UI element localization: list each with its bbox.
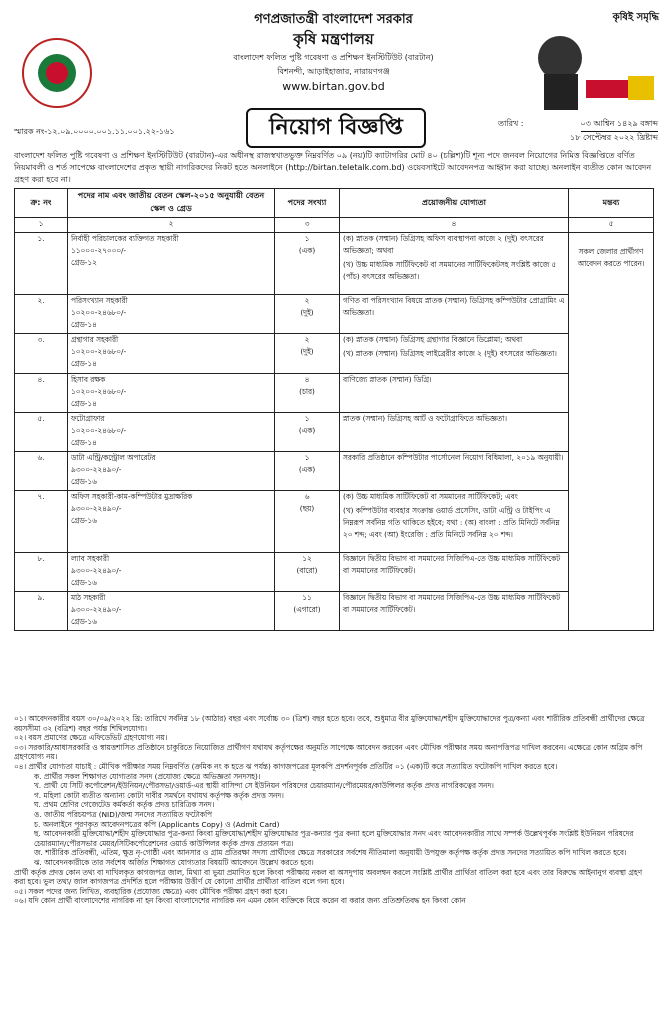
- sub-note-key: ঘ.: [34, 800, 41, 810]
- closing-item: ০৫। সকল পদের জন্য লিখিত, ব্যবহারিক (প্রযোজ্য ক্ষেত্রে) এবং মৌখিক পরীক্ষা গ্রহণ করা হবে।: [14, 886, 288, 896]
- sub-note-key: গ.: [34, 790, 42, 800]
- sub-note-text: প্রার্থী যে সিটি কর্পোরেশন/ইউনিয়ন/পৌরসভা/ওয়ার্ড-এর স্থায়ী বাসিন্দা সে ইউনিয়ন পরিষদের চেয়ারম্যান/পৌরমেয়র/কাউন্সিলর কর্তৃক প্রদত্ত নাগরিকত্বের সনদ।: [43, 781, 494, 791]
- pay-grade: গ্রেড-১৬: [71, 477, 97, 486]
- post-cell: [68, 413, 275, 452]
- post-name: হিসাব রক্ষক: [71, 375, 106, 384]
- table-row: [15, 295, 654, 334]
- pay-scale: ৯৩০০-২২৪৯০/-: [71, 504, 122, 513]
- qualification-a: গণিত বা পরিসংখ্যান বিষয়ে স্নাতক (সম্মান) ডিগ্রিসহ কম্পিউটার প্রোগ্রামিং এ অভিজ্ঞতা।: [343, 296, 565, 317]
- post-count-word: (এক): [298, 426, 316, 435]
- post-count-word: (এগারো): [293, 605, 321, 614]
- sub-note-key: চ.: [34, 819, 41, 829]
- memo-number: স্মারক নং-১২.০৯.০০০০.০০১.১১.০০১.২২-১৬১: [14, 127, 175, 136]
- table-row: [15, 334, 654, 374]
- sub-note-key: ঙ.: [34, 809, 42, 819]
- qualification-b: (খ) কম্পিউটার ব্যবহার সংক্রান্ত ওয়ার্ড প্রসেসিং, ডাটা এন্ট্রি ও টাইপিং এ নিম্নরূপ সর্বনিম্ন গতি থাকিতে হইবে; যথা : (অ) বাংলা : প্রতি মিনিটে সর্বনিম্ন ২০ শব্দ; এবং (আ) ইংরেজি : প্রতি মিনিটে সর্বনিম্ন ২০ শব্দ।: [343, 506, 560, 539]
- qualification-a: (ক) স্নাতক (সম্মান) ডিগ্রিসহ অফিস ব্যবস্থাপনা কাজে ২ (দুই) বৎসরের অভিজ্ঞতা; অথবা: [343, 234, 544, 255]
- sub-note-item: [14, 848, 654, 858]
- sub-note-key: জ.: [34, 848, 43, 858]
- post-count: ১: [304, 453, 310, 462]
- index-cell: ২: [68, 218, 275, 233]
- qualification-cell: [340, 334, 569, 374]
- count-cell: [275, 553, 340, 592]
- serial-cell: ৬.: [15, 452, 68, 491]
- post-count-word: (এক): [298, 465, 316, 474]
- serial-cell: ৮.: [15, 553, 68, 592]
- table-index-row: [15, 218, 654, 233]
- website-link[interactable]: www.birtan.gov.bd: [282, 80, 385, 93]
- pay-grade: গ্রেড-১৪: [71, 359, 97, 368]
- qualification-a: স্নাতক (সম্মান) ডিগ্রিসহ আর্ট ও ফটোগ্রাফিতে অভিজ্ঞতা।: [343, 414, 507, 423]
- sub-note-text: আবেদনকারী মুক্তিযোদ্ধা/শহীদ মুক্তিযোদ্ধার পুত্র-কন্যা কিংবা মুক্তিযোদ্ধা/শহীদ মুক্তিযোদ্ধার পুত্র-কন্যার পুত্র কন্যা হলে মুক্তিযোদ্ধার সনদ এবং আবেদনকারীর সাথে সম্পর্ক উল্লেখপূর্বক সংশ্লিষ্ট ইউনিয়ন পরিষদের চেয়ারম্যান/পৌরসভার মেয়র/সিটিকর্পোরেশনের ওয়ার্ড কাউন্সিলর কর্তৃক প্রদত্ত প্রত্যয়ন পত্র।: [34, 829, 634, 848]
- post-name: মাঠ সহকারী: [71, 593, 106, 602]
- index-cell: ১: [15, 218, 68, 233]
- pay-scale: ১০২০০-২৪৬৮০/-: [71, 308, 127, 317]
- post-cell: [68, 491, 275, 553]
- sub-note-text: প্রার্থীর সকল শিক্ষাগত যোগ্যতার সনদ (প্রযোজ্য ক্ষেত্রে অভিজ্ঞতা সনদসহ)।: [43, 771, 261, 781]
- qualification-cell: [340, 553, 569, 592]
- sub-note-text: অনলাইনে পূরণকৃত আবেদনপত্রের কপি (Applicants Copy) ও (Admit Card): [42, 819, 280, 829]
- qualification-cell: [340, 413, 569, 452]
- govt-name: গণপ্রজাতন্ত্রী বাংলাদেশ সরকার: [254, 12, 413, 27]
- closing-item: ০৬। যদি কোন প্রার্থী বাংলাদেশের নাগরিক না হন কিংবা বাংলাদেশের নাগরিক নন এমন কোন ব্যক্তিকে বিয়ে করেন বা করার জন্য প্রতিশ্রুতিবদ্ধ হন কিংবা কোন: [14, 896, 466, 906]
- qualification-a: সরকারি প্রতিষ্ঠানে কম্পিউটার পার্সোনেল নিয়োগ বিধিমালা, ২০১৯ অনুযায়ী।: [343, 453, 564, 462]
- note-item: ০২। বয়স প্রমাণের ক্ষেত্রে এফিডেভিট গ্রহণযোগ্য নয়।: [14, 733, 168, 743]
- post-name: ডাটা এন্ট্রি/কন্ট্রোল অপারেটর: [71, 453, 156, 462]
- sub-note-item: [14, 791, 654, 801]
- pay-grade: গ্রেড-১৪: [71, 399, 97, 408]
- pay-grade: গ্রেড-১৪: [71, 320, 97, 329]
- sub-note-item: [14, 820, 654, 830]
- post-cell: [68, 374, 275, 413]
- sub-note-key: ছ.: [34, 829, 41, 839]
- table-row: [15, 374, 654, 413]
- sub-note-item: [14, 800, 654, 810]
- pay-scale: ১০২০০-২৪৬৮০/-: [71, 387, 127, 396]
- post-cell: [68, 295, 275, 334]
- remark-cell: সকল জেলার প্রার্থীগণ আবেদন করতে পারেন।: [569, 233, 654, 631]
- table-header-row: [15, 189, 654, 218]
- post-count: ১১: [302, 593, 312, 602]
- count-cell: [275, 233, 340, 295]
- col-count: পদের সংখ্যা: [275, 189, 340, 218]
- post-name: নির্বাহী পরিচালকের ব্যক্তিগত সহকারী: [71, 234, 179, 243]
- date-english: ১৮ সেপ্টেম্বর ২০২২ খ্রিষ্টাব্দ: [570, 133, 658, 142]
- sub-note-text: প্রথম শ্রেণির গেজেটেড কর্মকর্তা কর্তৃক প্রদত্ত চারিত্রিক সনদ।: [43, 800, 215, 810]
- terms-section: [14, 714, 654, 906]
- mujib-100-emblem-icon: [530, 28, 658, 114]
- table-row: [15, 452, 654, 491]
- pay-scale: ৯৩০০-২২৪৯০/-: [71, 465, 122, 474]
- post-count-word: (চার): [299, 387, 315, 396]
- pay-grade: গ্রেড-১৬: [71, 516, 97, 525]
- post-count: ১২: [302, 554, 312, 563]
- post-count-word: (দুই): [300, 308, 314, 317]
- sub-note-text: শারীরিক প্রতিবন্ধী, এতিম, ক্ষুদ্র নৃ-গোষ্ঠী এবং আনসার ও গ্রাম প্রতিরক্ষা সদস্য প্রার্থীদের ক্ষেত্রে সরকারের সর্বশেষ নীতিমালা অনুযায়ী উপযুক্ত কর্তৃপক্ষ কর্তৃক প্রদত্ত সনদের সত্যায়িত কপি দাখিল করতে হবে।: [45, 848, 627, 858]
- index-cell: ৪: [340, 218, 569, 233]
- col-remark: মন্তব্য: [569, 189, 654, 218]
- sub-note-text: জাতীয় পরিচয়পত্র (NID)/জন্ম সনদের সত্যায়িত ফটোকপি: [44, 809, 212, 819]
- serial-cell: ২.: [15, 295, 68, 334]
- closing-item: প্রার্থী কর্তৃক প্রদত্ত কোন তথ্য বা দাখিলকৃত কাগজপত্র জাল, মিথ্যা বা ভুয়া প্রমাণিত হলে কিংবা পরীক্ষায় নকল বা অসদুপায় অবলম্বন করলে সংশ্লিষ্ট প্রার্থীর প্রার্থিতা বাতিল করা হবে এবং তার বিরুদ্ধে আইনানুগ ব্যবস্থা গ্রহণ করা হবে। ভুল তথ্য/ জাল কাগজপত্র প্রদর্শিত হলে পরীক্ষায় উত্তীর্ণ যে কোনো প্রার্থীর প্রার্থীতা বাতিল বলে গন্য হবে।: [14, 867, 643, 887]
- post-count-word: (বারো): [296, 566, 318, 575]
- sub-note-text: আবেদনকারীকে তার সর্বশেষ অর্জিত শিক্ষাগত যোগ্যতার বিষয়টি আবেদনে উল্লেখ করতে হবে।: [44, 857, 314, 867]
- serial-cell: ৩.: [15, 334, 68, 374]
- count-cell: [275, 592, 340, 631]
- qualification-a: বাণিজ্যে স্নাতক (সম্মান) ডিগ্রি।: [343, 375, 432, 384]
- pay-scale: ১০২০০-২৪৬৮০/-: [71, 347, 127, 356]
- index-cell: ৩: [275, 218, 340, 233]
- table-row: [15, 413, 654, 452]
- sub-note-item: [14, 829, 654, 848]
- table-row: [15, 491, 654, 553]
- qualification-a: (ক) উচ্চ মাধ্যমিক সার্টিফিকেট বা সমমানের সার্টিফিকেট; এবং: [343, 492, 518, 501]
- government-seal-icon: [22, 38, 92, 108]
- pay-grade: গ্রেড-১৬: [71, 578, 97, 587]
- post-cell: [68, 334, 275, 374]
- count-cell: [275, 491, 340, 553]
- qualification-cell: [340, 295, 569, 334]
- post-count: ২: [304, 296, 310, 305]
- qualification-cell: [340, 452, 569, 491]
- post-cell: [68, 233, 275, 295]
- sub-note-item: [14, 781, 654, 791]
- col-post: পদের নাম এবং জাতীয় বেতন স্কেল-২০১৫ অনুযায়ী বেতন স্কেল ও গ্রেড: [68, 189, 275, 218]
- post-count: ৪: [304, 375, 310, 384]
- sub-note-item: [14, 810, 654, 820]
- pay-grade: গ্রেড-১২: [71, 258, 97, 267]
- table-row: [15, 233, 654, 295]
- sub-note-item: [14, 858, 654, 868]
- date-block: [498, 118, 658, 145]
- table-row: [15, 553, 654, 592]
- post-count: ২: [304, 335, 310, 344]
- sub-note-key: খ.: [34, 781, 42, 791]
- post-count: ১: [304, 234, 310, 243]
- pay-grade: গ্রেড-১৪: [71, 438, 97, 447]
- pay-scale: ১০২০০-২৪৬৮০/-: [71, 426, 127, 435]
- qualification-a: (ক) স্নাতক (সম্মান) ডিগ্রিসহ গ্রন্থাগার বিজ্ঞানে ডিপ্লোমা; অথবা: [343, 335, 523, 344]
- note-item: ০১। আবেদনকারীর বয়স ৩০/০৯/২০২২ খ্রি: তারিখে সর্বনিম্ন ১৮ (আঠার) বছর এবং সর্বোচ্চ ৩০ (ত্রিশ) বছর হতে হবে। তবে, শুধুমাত্র বীর মুক্তিযোদ্ধা/শহীদ মুক্তিযোদ্ধাদের পুত্র/কন্যা এবং শারীরিক প্রতিবন্ধী প্রার্থীদের ক্ষেত্রে বয়সসীমা ৩২ (বত্রিশ) বছর পর্যন্ত শিথিলযোগ্য।: [14, 714, 645, 733]
- post-cell: [68, 452, 275, 491]
- post-count: ১: [304, 414, 310, 423]
- institute-name: বাংলাদেশ ফলিত পুষ্টি গবেষণা ও প্রশিক্ষণ ইনস্টিটিউট (বারটান): [233, 53, 434, 62]
- count-cell: [275, 374, 340, 413]
- date-bangla: ০৩ আশ্বিন ১৪২৯ বঙ্গাব্দ: [581, 118, 658, 132]
- note-item: ০৩। সরকারি/আধাসরকারি ও স্বায়ত্তশাসিত প্রতিষ্ঠানে চাকুরিতে নিয়োজিত প্রার্থীগণ যথাযথ কর্তৃপক্ষের অনুমতি সাপেক্ষে আবেদন করবেন এবং মৌখিক পরীক্ষার সময় অনাপত্তিপত্র দাখিল করবেন। এক্ষেত্রে কোন অগ্রিম কপি গ্রহণযোগ্য নয়।: [14, 742, 643, 762]
- pay-scale: ১১০০০-২৭০০০/-: [71, 246, 127, 255]
- ministry-name: কৃষি মন্ত্রণালয়: [293, 30, 374, 48]
- post-name: ফটোগ্রাফার: [71, 414, 105, 423]
- count-cell: [275, 452, 340, 491]
- sub-note-item: [14, 772, 654, 782]
- post-name: অফিস সহকারী-কাম-কম্পিউটার মুদ্রাক্ষরিক: [71, 492, 193, 501]
- index-cell: ৫: [569, 218, 654, 233]
- sub-note-text: মহিলা কোটা ব্যতীত অন্যান্য কোটা দাবীর সমর্থনে যথাযথ কর্তৃপক্ষ কর্তৃক প্রদত্ত সনদ।: [43, 790, 284, 800]
- institute-address: বিশনন্দী, আড়াইহাজার, নারায়ণগঞ্জ: [277, 67, 390, 76]
- post-count: ৬: [304, 492, 310, 501]
- sub-note-key: ক.: [34, 771, 42, 781]
- qualification-cell: [340, 491, 569, 553]
- note-item: ০৪। প্রার্থীর যোগ্যতা যাচাই : মৌখিক পরীক্ষার সময় নিম্নবর্ণিত (ক্রমিক নং ক হতে ঝ পর্যন্ত) কাগজপত্রের মূলকপি প্রদর্শনপূর্বক প্রতিটির ০১ (এক)টি করে সত্যায়িত ফটোকপি দাখিল করতে হবে।: [14, 761, 558, 771]
- qualification-b: (খ) স্নাতক (সম্মান) ডিগ্রিসহ লাইব্রেরীর কাজে ২ (দুই) বৎসরের অভিজ্ঞতা।: [343, 349, 557, 358]
- slogan: কৃষিই সমৃদ্ধি: [612, 12, 659, 23]
- post-name: ল্যাব সহকারী: [71, 554, 110, 563]
- sub-note-key: ঝ.: [34, 857, 42, 867]
- serial-cell: ৭.: [15, 491, 68, 553]
- serial-cell: ৫.: [15, 413, 68, 452]
- post-cell: [68, 553, 275, 592]
- post-count-word: (ছয়): [299, 504, 315, 513]
- table-row: [15, 592, 654, 631]
- pay-grade: গ্রেড-১৬: [71, 617, 97, 626]
- qualification-a: বিজ্ঞানে দ্বিতীয় বিভাগ বা সমমানের সিজিপিএ-তে উচ্চ মাধ্যমিক সার্টিফিকেট বা সমমানের সার্টিফিকেট।: [343, 593, 561, 614]
- col-qualification: প্রয়োজনীয় যোগ্যতা: [340, 189, 569, 218]
- qualification-a: বিজ্ঞানে দ্বিতীয় বিভাগ বা সমমানের সিজিপিএ-তে উচ্চ মাধ্যমিক সার্টিফিকেট বা সমমানের সার্টিফিকেট।: [343, 554, 561, 575]
- count-cell: [275, 413, 340, 452]
- qualification-cell: [340, 592, 569, 631]
- post-cell: [68, 592, 275, 631]
- serial-cell: ৪.: [15, 374, 68, 413]
- intro-paragraph: বাংলাদেশ ফলিত পুষ্টি গবেষণা ও প্রশিক্ষণ ইনস্টিটিউট (বারটান)-এর অধীনস্থ রাজস্বখাতভুক্ত নিম্নবর্ণিত ০৯ (নয়)টি ক্যাটাগরির মোট ৪০ (চল্লিশ)টি শূন্য পদে জনবল নিয়োগের নিমিত্ত বিজ্ঞপ্তিতে বর্ণিত নিয়মাবলী ও শর্ত সাপেক্ষে বাংলাদেশের প্রকৃত স্থায়ী নাগরিকদের নিকট হতে অনলাইনে (http://birtan.teletalk.com.bd) ওয়েবসাইটে আবেদনপত্র আহ্বান করা যাচ্ছে। অনলাইন ব্যতীত কোন আবেদন গ্রহণ করা হবে না।: [14, 151, 652, 184]
- post-name: গ্রন্থাগার সহকারী: [71, 335, 119, 344]
- count-cell: [275, 295, 340, 334]
- count-cell: [275, 334, 340, 374]
- post-count-word: (এক): [298, 246, 316, 255]
- serial-cell: ৯.: [15, 592, 68, 631]
- post-name: পরিসংখ্যান সহকারী: [71, 296, 128, 305]
- pay-scale: ৯৩০০-২২৪৯০/-: [71, 605, 122, 614]
- posts-table: [14, 188, 654, 631]
- qualification-cell: [340, 233, 569, 295]
- serial-cell: ১.: [15, 233, 68, 295]
- qualification-b: (খ) উচ্চ মাধ্যমিক সার্টিফিকেট বা সমমানের সার্টিফিকেটসহ সংশ্লিষ্ট কাজে ৫ (পাঁচ) বৎসরের অভিজ্ঞতা।: [343, 260, 557, 281]
- page-title: নিয়োগ বিজ্ঞপ্তি: [246, 108, 426, 148]
- pay-scale: ৯৩০০-২২৪৯০/-: [71, 566, 122, 575]
- qualification-cell: [340, 374, 569, 413]
- post-count-word: (দুই): [300, 347, 314, 356]
- date-label: তারিখ :: [498, 119, 524, 128]
- col-serial: ক্র: নং: [15, 189, 68, 218]
